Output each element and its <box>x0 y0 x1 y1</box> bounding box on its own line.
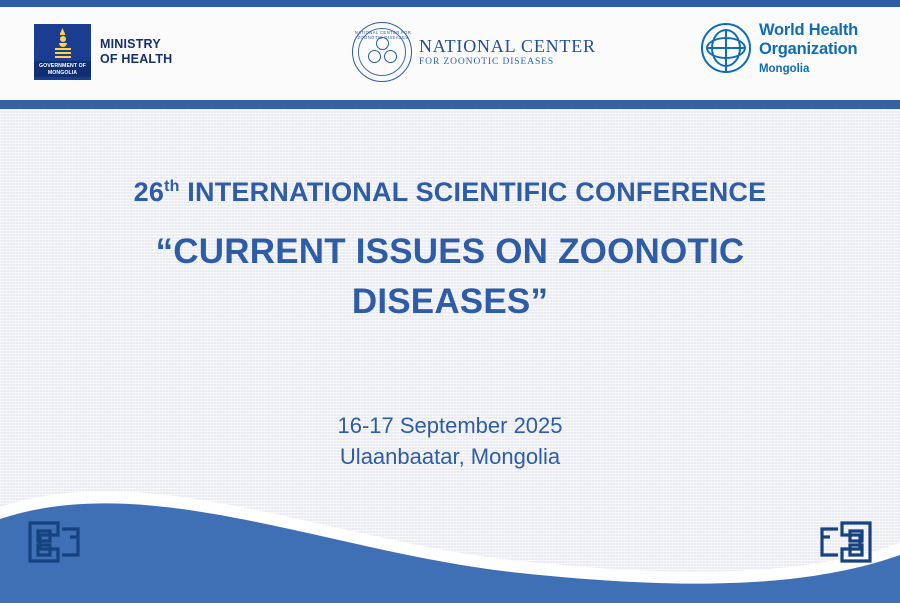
ministry-line-1: MINISTRY <box>100 37 161 51</box>
who-line-2: Organization <box>758 39 858 58</box>
ncz-wordmark <box>419 36 596 69</box>
biohazard-trefoil-icon <box>367 37 397 67</box>
event-date: 16-17 September 2025 <box>337 413 563 438</box>
who-country-label: Mongolia <box>758 63 810 75</box>
national-center-for-zoonotic-diseases-logo <box>352 22 596 82</box>
who-wordmark <box>759 21 858 75</box>
title-block <box>0 170 900 327</box>
conference-number: 26 <box>133 177 165 207</box>
government-of-mongolia-label: GOVERNMENT OF MONGOLIA <box>34 61 91 77</box>
who-line-1: World Health <box>758 21 858 39</box>
mongolia-state-emblem-icon <box>34 24 91 80</box>
bottom-wave-decoration <box>0 443 900 603</box>
header-divider-bar <box>0 100 900 109</box>
mongolian-knot-ornament-right-icon <box>810 515 882 573</box>
conference-heading-text: INTERNATIONAL SCIENTIFIC CONFERENCE <box>179 177 767 207</box>
ncz-seal-icon <box>352 22 412 82</box>
ministry-of-health-wordmark <box>100 37 172 67</box>
top-accent-bar <box>0 0 900 7</box>
ncz-seal-ring-text: NATIONAL CENTER FOR ZOONOTIC DISEASES <box>354 30 412 40</box>
ministry-line-2: OF HEALTH <box>100 52 173 66</box>
soyombo-symbol-icon <box>54 28 72 58</box>
conference-theme <box>0 227 900 327</box>
event-location: Ulaanbaatar, Mongolia <box>339 444 561 469</box>
conference-theme-line-2: DISEASES” <box>351 282 549 321</box>
conference-number-suffix: th <box>164 178 180 195</box>
conference-heading <box>0 170 900 209</box>
conference-theme-line-1: “CURRENT ISSUES ON ZOONOTIC <box>155 232 745 271</box>
world-health-organization-logo <box>701 21 858 75</box>
ncz-line-2: FOR ZOONOTIC DISEASES <box>419 56 555 67</box>
ncz-line-1: NATIONAL CENTER <box>419 35 596 56</box>
who-globe-rod-of-asclepius-icon <box>701 23 751 73</box>
mongolian-knot-ornament-left-icon <box>18 515 90 573</box>
ministry-of-health-logo <box>34 24 172 80</box>
